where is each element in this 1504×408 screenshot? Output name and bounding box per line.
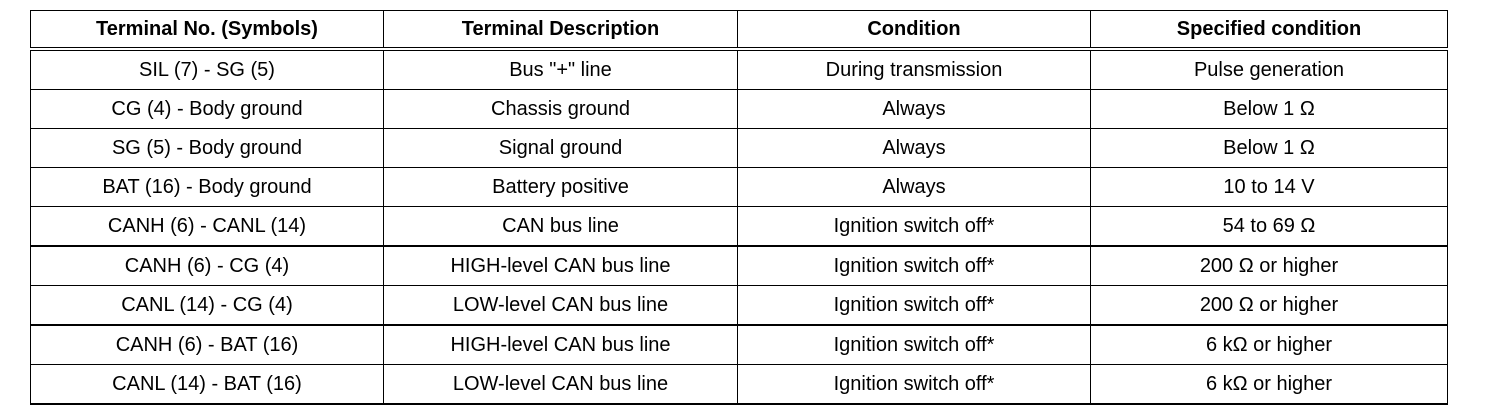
cell-terminal: BAT (16) - Body ground — [31, 168, 384, 207]
cell-terminal: CG (4) - Body ground — [31, 90, 384, 129]
cell-description: CAN bus line — [384, 207, 738, 247]
cell-specified: 54 to 69 Ω — [1091, 207, 1448, 247]
cell-terminal: SIL (7) - SG (5) — [31, 49, 384, 90]
cell-terminal: CANL (14) - CG (4) — [31, 286, 384, 326]
cell-description: Signal ground — [384, 129, 738, 168]
cell-condition: Always — [738, 168, 1091, 207]
table-row — [31, 207, 1448, 247]
cell-specified: 200 Ω or higher — [1091, 246, 1448, 286]
cell-terminal: CANL (14) - BAT (16) — [31, 365, 384, 405]
table-row — [31, 246, 1448, 286]
cell-terminal: CANH (6) - BAT (16) — [31, 325, 384, 365]
cell-condition: Ignition switch off* — [738, 207, 1091, 247]
table-row — [31, 286, 1448, 326]
cell-condition: Ignition switch off* — [738, 325, 1091, 365]
cell-terminal: CANH (6) - CANL (14) — [31, 207, 384, 247]
cell-condition: Ignition switch off* — [738, 365, 1091, 405]
cell-description: Bus "+" line — [384, 49, 738, 90]
header-condition: Condition — [738, 11, 1091, 50]
cell-condition: Ignition switch off* — [738, 246, 1091, 286]
cell-specified: 6 kΩ or higher — [1091, 365, 1448, 405]
header-terminal-description: Terminal Description — [384, 11, 738, 50]
header-specified-condition: Specified condition — [1091, 11, 1448, 50]
cell-condition: Always — [738, 129, 1091, 168]
cell-condition: During transmission — [738, 49, 1091, 90]
cell-specified: Below 1 Ω — [1091, 90, 1448, 129]
cell-terminal: CANH (6) - CG (4) — [31, 246, 384, 286]
table-header-row — [31, 11, 1448, 50]
cell-specified: Pulse generation — [1091, 49, 1448, 90]
table-row — [31, 129, 1448, 168]
cell-description: Chassis ground — [384, 90, 738, 129]
cell-terminal: SG (5) - Body ground — [31, 129, 384, 168]
cell-description: LOW-level CAN bus line — [384, 286, 738, 326]
table-row — [31, 49, 1448, 90]
cell-specified: 10 to 14 V — [1091, 168, 1448, 207]
cell-condition: Always — [738, 90, 1091, 129]
cell-specified: Below 1 Ω — [1091, 129, 1448, 168]
table-row — [31, 325, 1448, 365]
cell-description: HIGH-level CAN bus line — [384, 325, 738, 365]
table-row — [31, 168, 1448, 207]
header-terminal-no: Terminal No. (Symbols) — [31, 11, 384, 50]
cell-specified: 6 kΩ or higher — [1091, 325, 1448, 365]
cell-description: LOW-level CAN bus line — [384, 365, 738, 405]
table-row — [31, 365, 1448, 405]
terminal-spec-table — [30, 10, 1448, 405]
cell-condition: Ignition switch off* — [738, 286, 1091, 326]
cell-description: HIGH-level CAN bus line — [384, 246, 738, 286]
cell-description: Battery positive — [384, 168, 738, 207]
cell-specified: 200 Ω or higher — [1091, 286, 1448, 326]
table-row — [31, 90, 1448, 129]
